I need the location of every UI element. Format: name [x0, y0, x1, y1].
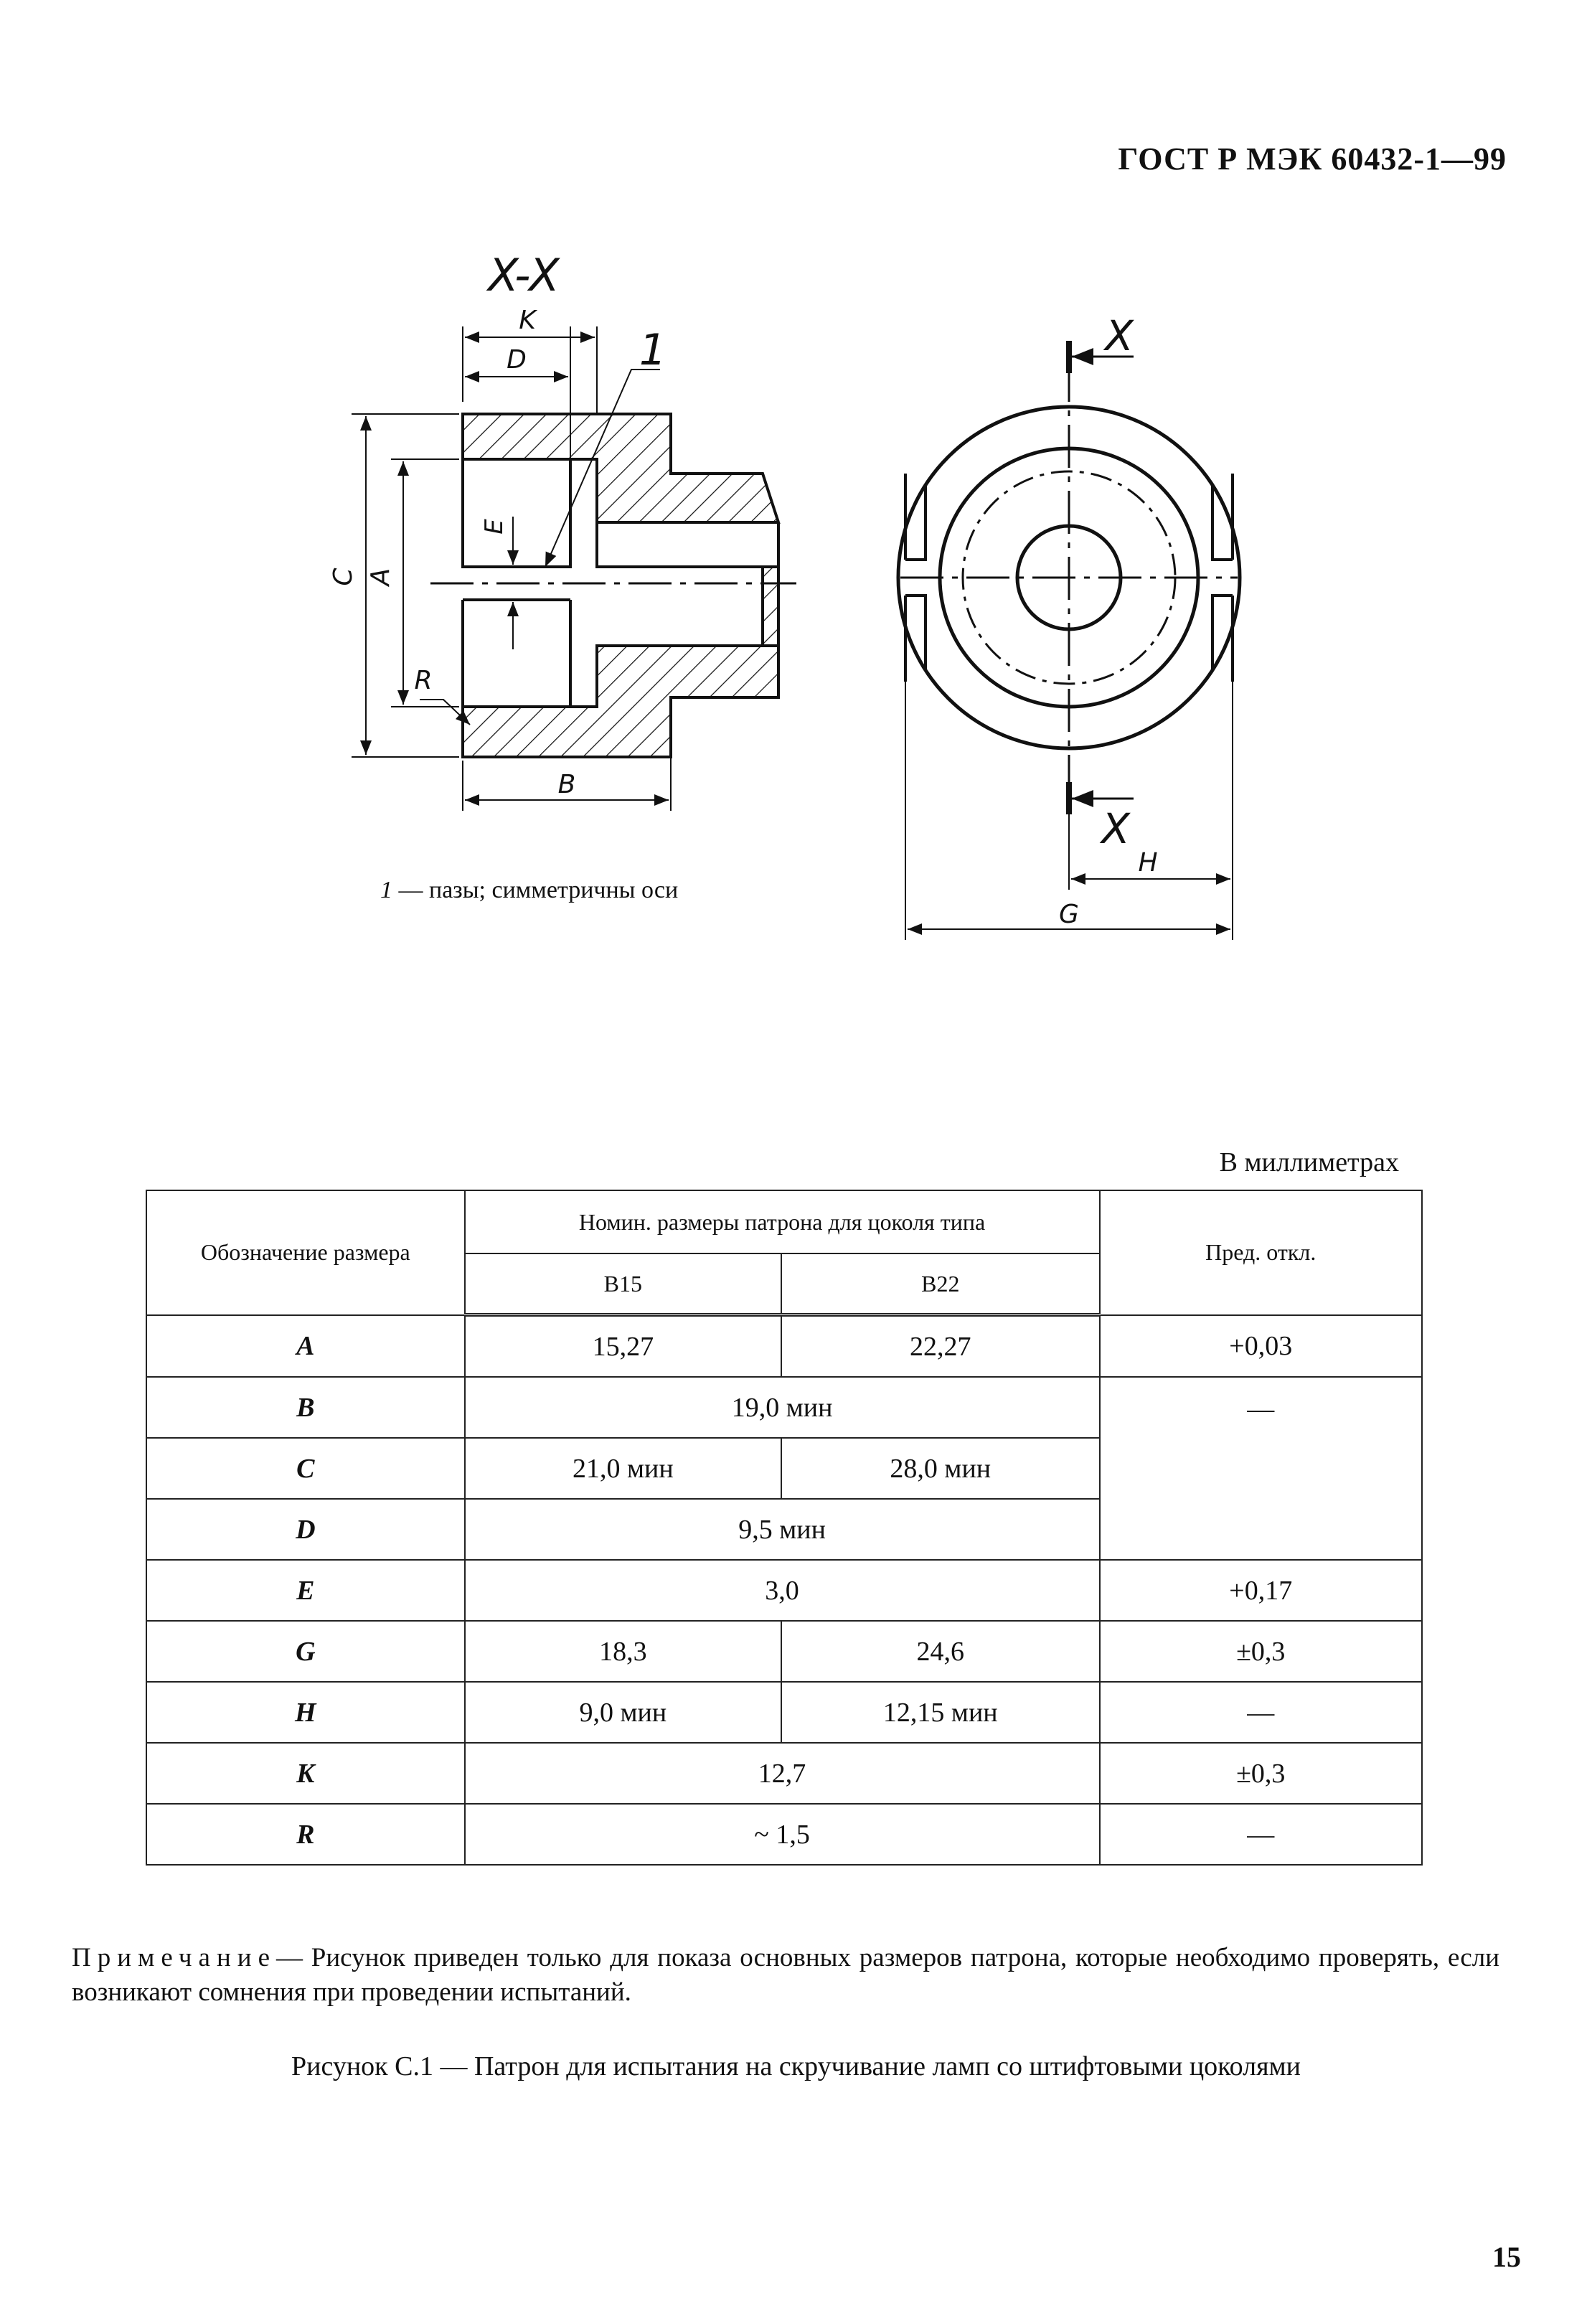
label-slot-ref: 1: [639, 325, 667, 375]
cell-symbol: R: [146, 1804, 465, 1865]
cell-b15: 15,27: [465, 1315, 781, 1378]
label-A: A: [366, 568, 395, 586]
cell-tolerance: —: [1100, 1377, 1422, 1560]
cell-symbol: D: [146, 1499, 465, 1560]
cell-b22: 28,0 мин: [781, 1438, 1099, 1499]
note-label: Примечание: [72, 1943, 276, 1972]
header-designation: Обозначение размера: [146, 1190, 465, 1315]
label-D: D: [507, 345, 527, 375]
cell-both: 9,5 мин: [465, 1499, 1100, 1560]
section-view: [352, 326, 796, 811]
note-text: — Рисунок приведен только для показа основных размеров патрона, которые необходимо проверять, если возникают сомнения при проведении испытаний.: [72, 1943, 1499, 2007]
header-b22: B22: [781, 1253, 1099, 1315]
label-H: H: [1138, 848, 1158, 878]
note: [72, 1941, 1499, 2010]
technical-drawing: [0, 0, 1592, 1005]
section-mark-bottom: X: [1101, 804, 1130, 853]
label-B: B: [557, 770, 576, 799]
cell-both: 19,0 мин: [465, 1377, 1100, 1438]
page-number: 15: [1492, 2241, 1521, 2273]
header-b15: B15: [465, 1253, 781, 1315]
label-E: E: [480, 519, 509, 535]
label-R: R: [414, 666, 433, 695]
label-C: C: [329, 568, 358, 586]
legend-text: — пазы; симметричны оси: [392, 877, 679, 903]
cell-symbol: A: [146, 1315, 465, 1378]
table-row: [146, 1377, 1422, 1438]
table-row: [146, 1560, 1422, 1621]
section-title: X-X: [488, 249, 560, 301]
cell-b22: 22,27: [781, 1315, 1099, 1378]
cell-tolerance: +0,03: [1100, 1315, 1422, 1378]
cell-b15: 9,0 мин: [465, 1682, 781, 1743]
cell-b15: 18,3: [465, 1621, 781, 1682]
header-nominal: Номин. размеры патрона для цоколя типа: [465, 1190, 1100, 1253]
cell-b15: 21,0 мин: [465, 1438, 781, 1499]
document-header: ГОСТ Р МЭК 60432-1—99: [1118, 141, 1507, 177]
cell-tolerance: ±0,3: [1100, 1621, 1422, 1682]
table-units: В миллиметрах: [1219, 1147, 1399, 1177]
table-row: [146, 1682, 1422, 1743]
drawing-legend: [380, 877, 678, 904]
cell-both: 12,7: [465, 1743, 1100, 1804]
cell-tolerance: —: [1100, 1682, 1422, 1743]
cell-both: 3,0: [465, 1560, 1100, 1621]
cell-symbol: B: [146, 1377, 465, 1438]
cell-both: ~ 1,5: [465, 1804, 1100, 1865]
cell-symbol: H: [146, 1682, 465, 1743]
figure-caption: Рисунок С.1 — Патрон для испытания на скручивание ламп со штифтовыми цоколями: [291, 2051, 1301, 2081]
cell-tolerance: +0,17: [1100, 1560, 1422, 1621]
cell-symbol: K: [146, 1743, 465, 1804]
cell-b22: 12,15 мин: [781, 1682, 1099, 1743]
table-row: [146, 1743, 1422, 1804]
table-row: [146, 1804, 1422, 1865]
legend-number: 1: [380, 877, 392, 903]
label-G: G: [1059, 900, 1079, 929]
front-view: [898, 341, 1240, 940]
cell-symbol: E: [146, 1560, 465, 1621]
cell-b22: 24,6: [781, 1621, 1099, 1682]
table-row: [146, 1315, 1422, 1378]
table-row: [146, 1621, 1422, 1682]
header-tolerance: Пред. откл.: [1100, 1190, 1422, 1315]
cell-tolerance: ±0,3: [1100, 1743, 1422, 1804]
label-K: K: [519, 306, 536, 335]
section-mark-top: X: [1105, 311, 1134, 360]
cell-symbol: C: [146, 1438, 465, 1499]
cell-symbol: G: [146, 1621, 465, 1682]
dimensions-table: [146, 1190, 1423, 1866]
cell-tolerance: —: [1100, 1804, 1422, 1865]
